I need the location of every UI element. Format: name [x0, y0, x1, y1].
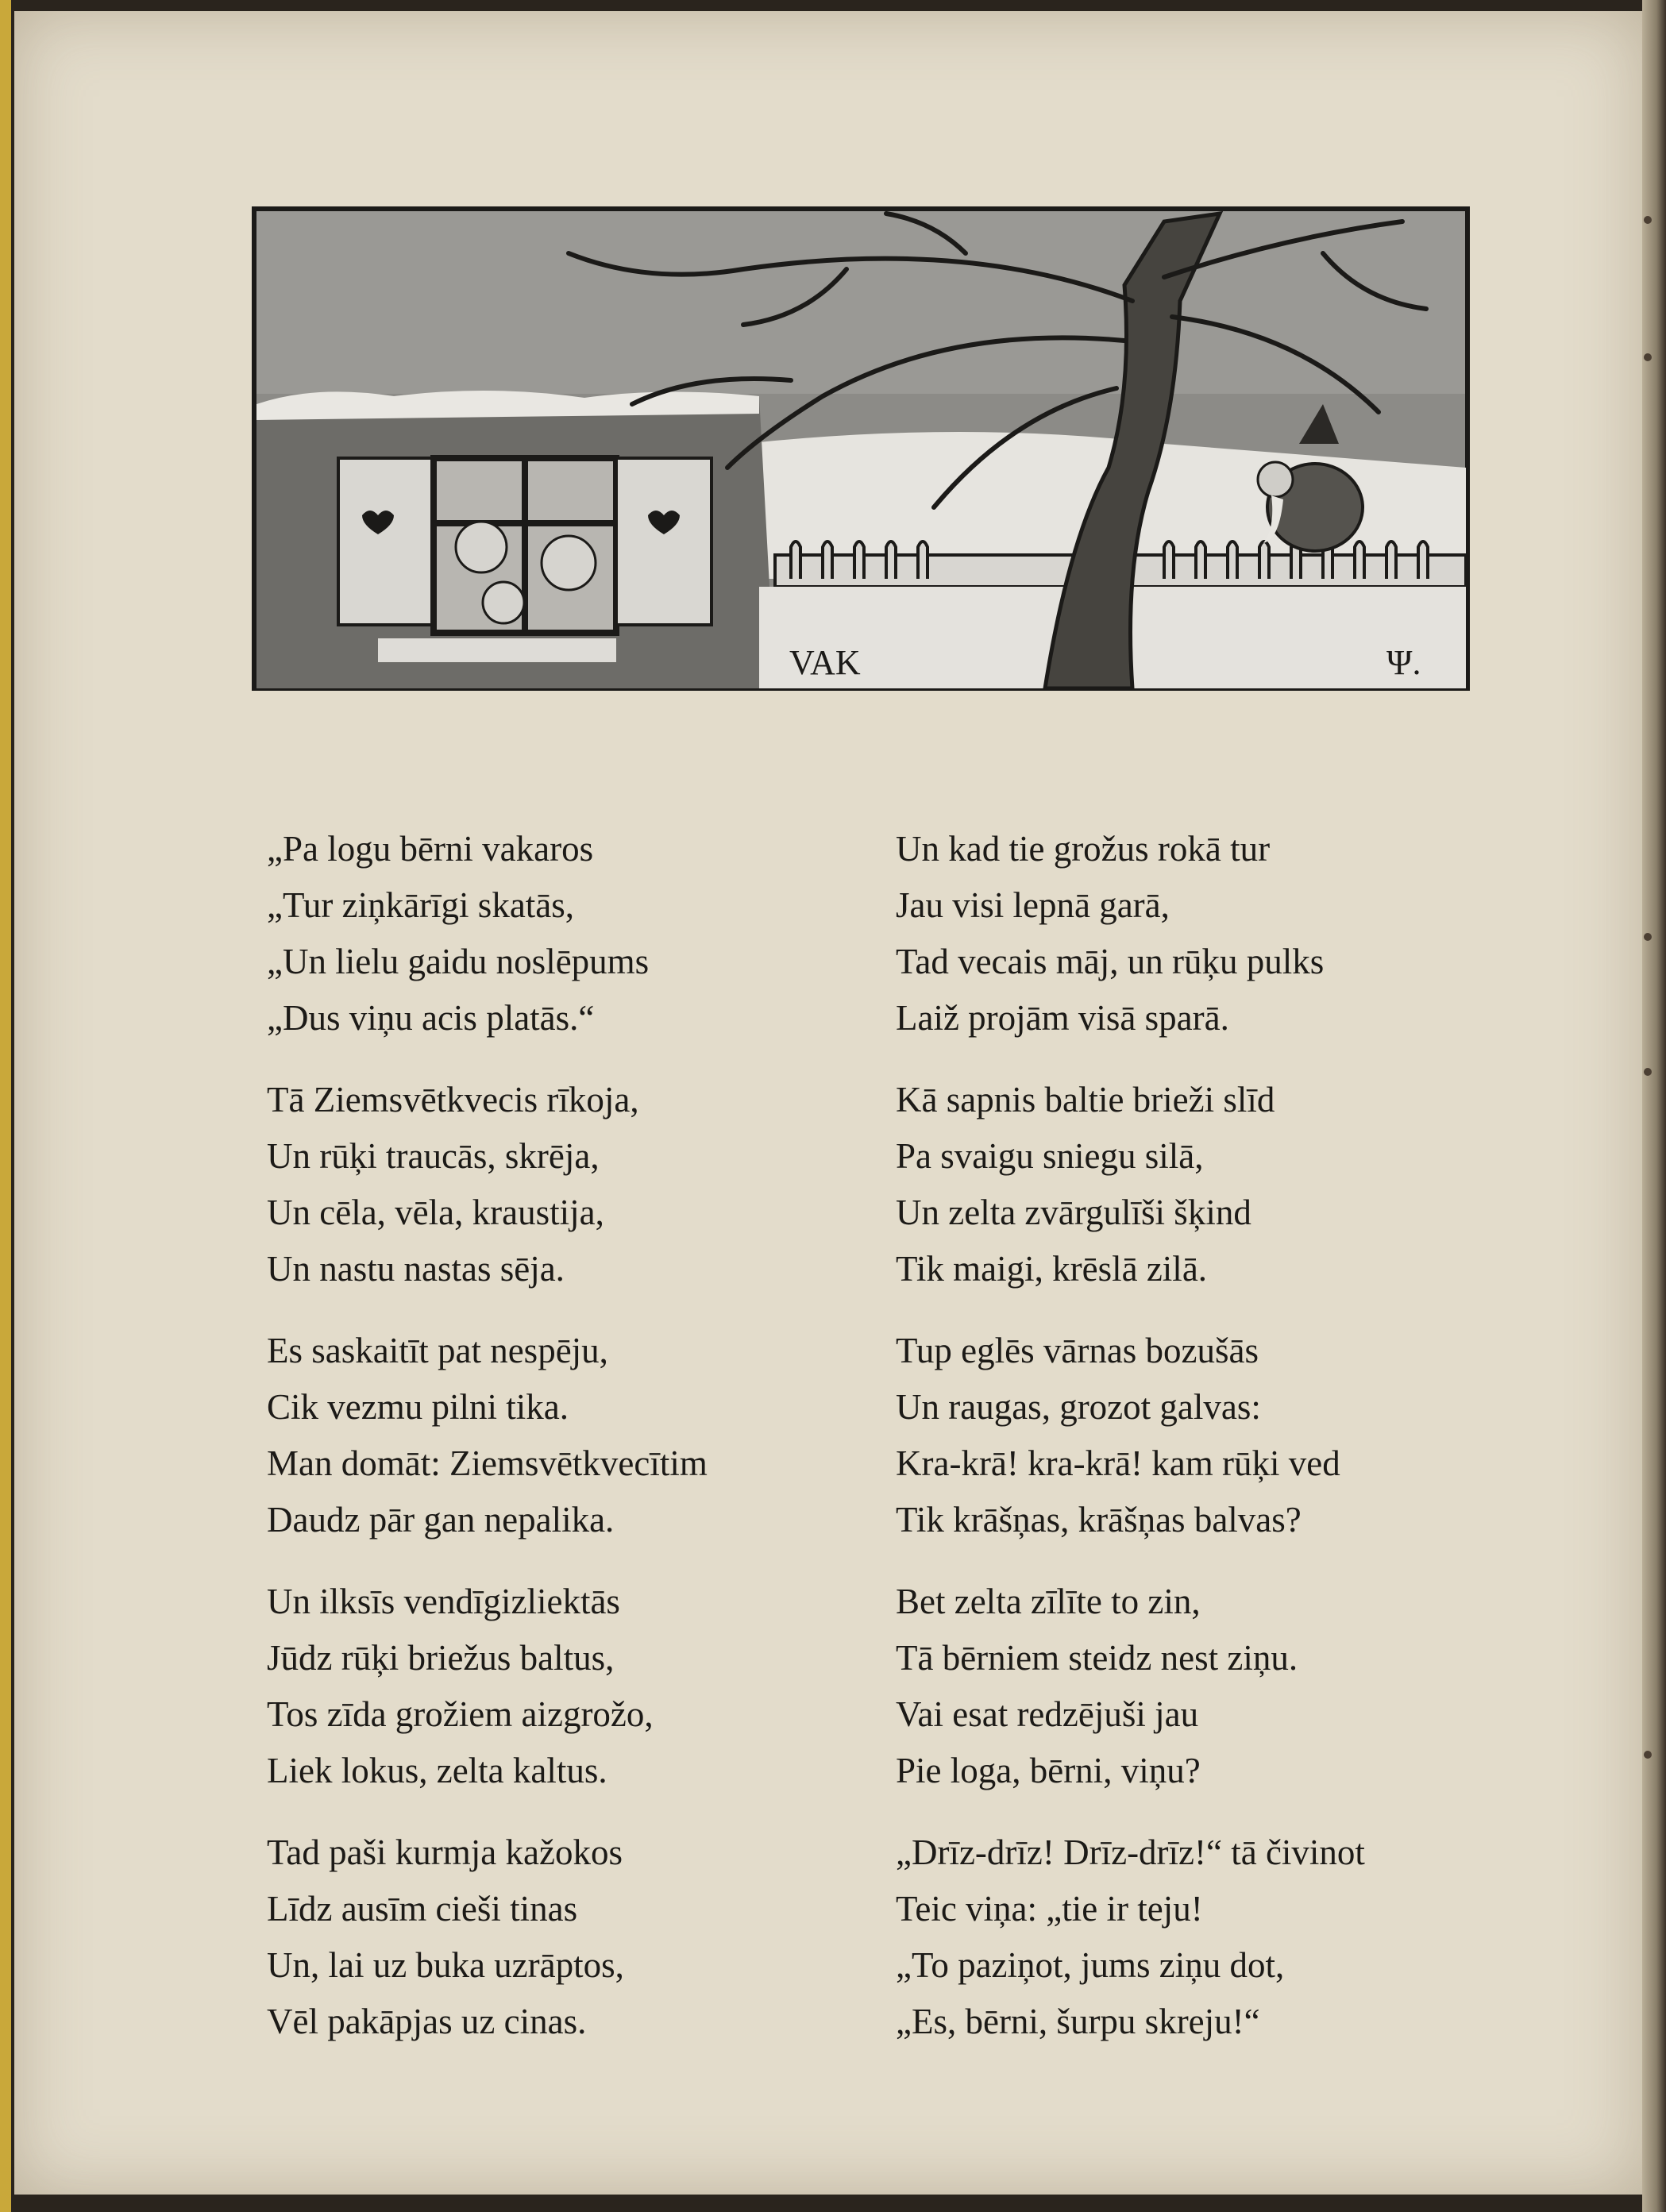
poem-line: Un kad tie grožus rokā tur — [896, 829, 1271, 869]
poem-line: „Dus viņu acis platās.“ — [267, 998, 595, 1038]
poem-line: Tad paši kurmja kažokos — [267, 1832, 623, 1872]
poem-line: Man domāt: Ziemsvētkvecītim — [267, 1443, 708, 1483]
illustration-drawing — [251, 206, 1471, 692]
poem-line: Tos zīda grožiem aizgrožo, — [267, 1694, 654, 1734]
poem-line: Un cēla, vēla, kraustija, — [267, 1193, 604, 1232]
winter-illustration — [251, 206, 1471, 692]
poem-column-left — [267, 821, 902, 2075]
poem-line: Līdz ausīm cieši tinas — [267, 1889, 578, 1929]
poem-line: „Pa logu bērni vakaros — [267, 829, 594, 869]
binding-hole — [1644, 216, 1652, 224]
poem-line: Kra-krā! kra-krā! kam rūķi ved — [896, 1443, 1340, 1483]
stanza — [267, 1323, 902, 1548]
stanza — [896, 1072, 1531, 1297]
poem-line: Vai esat redzējuši jau — [896, 1694, 1199, 1734]
poem-line: Jau visi lepnā garā, — [896, 885, 1170, 925]
book-page — [14, 11, 1642, 2195]
stanza — [896, 821, 1531, 1046]
book-edge-right — [1642, 0, 1666, 2212]
stanza — [267, 1825, 902, 2050]
poem-line: Tik krāšņas, krāšņas balvas? — [896, 1500, 1302, 1540]
binding-hole — [1644, 1068, 1652, 1076]
binding-hole — [1644, 933, 1652, 941]
window-sill-snow — [378, 638, 616, 662]
poem-line: „Es, bērni, šurpu skreju!“ — [896, 2002, 1260, 2041]
poem-line: Tik maigi, krēslā zilā. — [896, 1249, 1208, 1289]
child-face-bottom — [483, 582, 524, 623]
poem-line: Jūdz rūķi briežus baltus, — [267, 1638, 615, 1678]
child-face-right — [542, 536, 596, 590]
poem-line: Bet zelta zīlīte to zin, — [896, 1582, 1201, 1621]
poem-line: Es saskaitīt pat nespēju, — [267, 1331, 608, 1370]
poem-line: „Tur ziņkārīgi skatās, — [267, 885, 575, 925]
poem-line: Kā sapnis baltie brieži slīd — [896, 1080, 1275, 1119]
illustration-signature-left: VAK — [789, 643, 861, 682]
stanza — [896, 1323, 1531, 1548]
poem-line: Tā bērniem steidz nest ziņu. — [896, 1638, 1298, 1678]
illustration-signature-right: Ψ. — [1386, 643, 1421, 682]
stanza — [896, 1574, 1531, 1799]
poem-line: Pie loga, bērni, viņu? — [896, 1751, 1201, 1790]
book-edge-left — [0, 0, 11, 2212]
binding-hole — [1644, 353, 1652, 361]
poem-line: „To paziņot, jums ziņu dot, — [896, 1945, 1285, 1985]
poem-line: Tup eglēs vārnas bozušās — [896, 1331, 1259, 1370]
poem-line: Cik vezmu pilni tika. — [267, 1387, 569, 1427]
poem-line: Un ilksīs vendīgizliektās — [267, 1582, 620, 1621]
poem-line: „Drīz-drīz! Drīz-drīz!“ tā čivinot — [896, 1832, 1365, 1872]
poem-line: Daudz pār gan nepalika. — [267, 1500, 615, 1540]
binding-hole — [1644, 1751, 1652, 1759]
poem-line: Tā Ziemsvētkvecis rīkoja, — [267, 1080, 639, 1119]
poem-line: Un zelta zvārgulīši šķind — [896, 1193, 1251, 1232]
poem-line: „Un lielu gaidu noslēpums — [267, 942, 650, 981]
stanza — [267, 1574, 902, 1799]
left-shutter — [338, 458, 434, 625]
poem-column-right — [896, 821, 1531, 2075]
poem-line: Un rūķi traucās, skrēja, — [267, 1136, 600, 1176]
poem-line: Pa svaigu sniegu silā, — [896, 1136, 1204, 1176]
stanza — [267, 821, 902, 1046]
poem-line: Teic viņa: „tie ir teju! — [896, 1889, 1203, 1929]
poem-line: Liek lokus, zelta kaltus. — [267, 1751, 607, 1790]
poem-line: Laiž projām visā sparā. — [896, 998, 1229, 1038]
stanza — [267, 1072, 902, 1297]
poem-line: Un nastu nastas sēja. — [267, 1249, 565, 1289]
stanza — [896, 1825, 1531, 2050]
child-face-left — [456, 522, 507, 572]
right-shutter — [616, 458, 712, 625]
poem-line: Un, lai uz buka uzrāptos, — [267, 1945, 624, 1985]
poem-line: Un raugas, grozot galvas: — [896, 1387, 1261, 1427]
poem-line: Vēl pakāpjas uz cinas. — [267, 2002, 587, 2041]
poem-line: Tad vecais māj, un rūķu pulks — [896, 942, 1325, 981]
sky — [256, 211, 1465, 394]
